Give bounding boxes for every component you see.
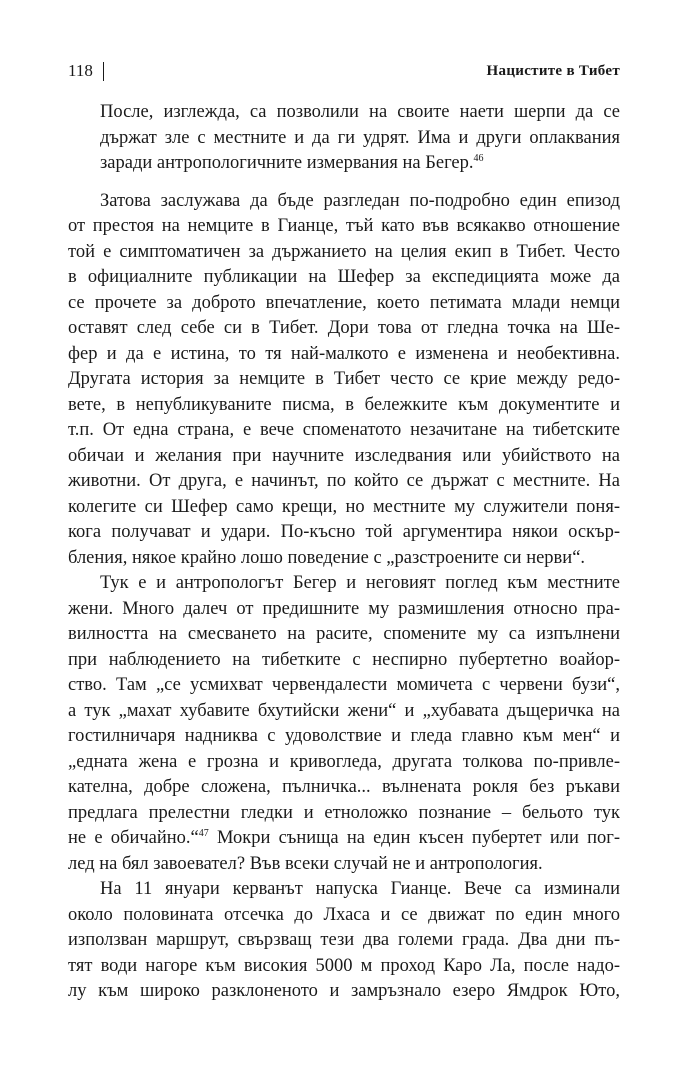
- quote-line: [68, 151, 620, 177]
- paragraph-line: се прочете за доброто впечатление, което петимата млади немци: [68, 292, 620, 313]
- paragraph-line: в официалните публикации на Шефер за експедицията може да: [68, 267, 620, 287]
- paragraph-line: жени. Много далеч от предишните му размишления относно пра-: [68, 598, 620, 619]
- paragraph-line: кателна, добре сложена, пълничка... вълнената рокля без ръкави: [68, 777, 620, 797]
- header-divider: [103, 62, 105, 81]
- paragraph-line: кога получават и удари. По-късно той аргументира някои оскър-: [68, 522, 620, 542]
- paragraph-line-text: не е обичайно.“: [68, 828, 199, 848]
- paragraph-line: животни. От друга, е начинът, по който се държат с местните. На: [68, 471, 620, 491]
- paragraph-line: бления, някое крайно лошо поведение с „разстроените си нерви“.: [68, 547, 586, 568]
- paragraph-gap: [68, 177, 620, 189]
- footnote-ref-47: 47: [198, 828, 209, 839]
- paragraph-2: [68, 571, 620, 877]
- running-header: [68, 60, 620, 82]
- paragraph-line: вилността на смесването на расите, спомените му са изпълнени: [68, 624, 620, 644]
- running-title: Нацистите в Тибет: [486, 62, 620, 79]
- paragraph-1: [68, 189, 620, 572]
- footnote-ref-46: 46: [473, 153, 484, 164]
- quote-line: държат зле с местните и да ги удрят. Има и други оплаквания: [100, 127, 620, 148]
- paragraph-line: колегите си Шефер само крещи, но местните му служители поня-: [68, 496, 620, 517]
- paragraph-line: при наблюдението на тибетките с неспирно пубертетно воайор-: [68, 649, 620, 670]
- paragraph-line: от престоя на немците в Гианце, тъй като във всякакво отношение: [68, 216, 620, 236]
- paragraph-line: „едната жена е грозна и кривогледа, другата толкова по-привле-: [68, 751, 620, 772]
- paragraph-line: гостилничаря надниква с удоволствие и гледа главно към мен“ и: [68, 726, 620, 746]
- paragraph-line: предлага прелестни гледки и етноложко познание – бельото тук: [68, 802, 620, 823]
- paragraph-line: тят води нагоре към високия 5000 м проход Каро Ла, после надо-: [68, 955, 620, 976]
- paragraph-line: използван маршрут, свързващ тези два големи града. Два дни пъ-: [68, 930, 620, 950]
- paragraph-line: [68, 826, 620, 852]
- paragraph-line: На 11 януари керванът напуска Гианце. Вече са изминали: [100, 879, 620, 899]
- block-quote: [68, 100, 620, 177]
- paragraph-line: а тук „махат хубавите бхутийски жени“ и „хубавата дъщеричка на: [68, 700, 620, 721]
- paragraph-line-text: Мокри сънища на един късен пубертет или пог-: [208, 828, 620, 848]
- paragraph-line: Другата история за немците в Тибет често се крие между редо-: [68, 369, 620, 389]
- paragraph-line: около половината отсечка до Лхаса и се движат по един много: [68, 904, 620, 925]
- paragraph-line: т.п. От една страна, е вече споменатото незачитане на тибетските: [68, 420, 620, 440]
- paragraph-line: ство. Там „се усмихват червендалести момичета с червени бузи“,: [68, 675, 620, 695]
- paragraph-3: [68, 877, 620, 1005]
- paragraph-line: лу към широко разклоненото и замръзнало езеро Ямдрок Юто,: [68, 981, 620, 1001]
- body-text: [68, 100, 620, 1005]
- paragraph-line: фер и да е истина, то тя най-малкото е изменена и необективна.: [68, 343, 620, 364]
- paragraph-line: лед на бял завоевател? Във всеки случай не и антропология.: [68, 853, 543, 874]
- quote-line-text: заради антропологичните измервания на Бегер.: [100, 153, 474, 173]
- paragraph-line: оставят след себе си в Тибет. Дори това от гледна точка на Ше-: [68, 318, 620, 338]
- paragraph-line: той е симптоматичен за държанието на целия екип в Тибет. Често: [68, 241, 620, 262]
- page-number: 118: [68, 61, 93, 80]
- quote-line: После, изглежда, са позволили на своите наети шерпи да се: [100, 102, 620, 122]
- folio: [68, 61, 104, 81]
- paragraph-line: вете, в непубликуваните писма, в бележките към документите и: [68, 394, 620, 415]
- paragraph-line: Затова заслужава да бъде разгледан по-подробно един епизод: [100, 190, 620, 211]
- paragraph-line: Тук е и антропологът Бегер и неговият поглед към местните: [100, 573, 620, 593]
- paragraph-line: обичаи и желания при научните изследвания или убийството на: [68, 445, 620, 466]
